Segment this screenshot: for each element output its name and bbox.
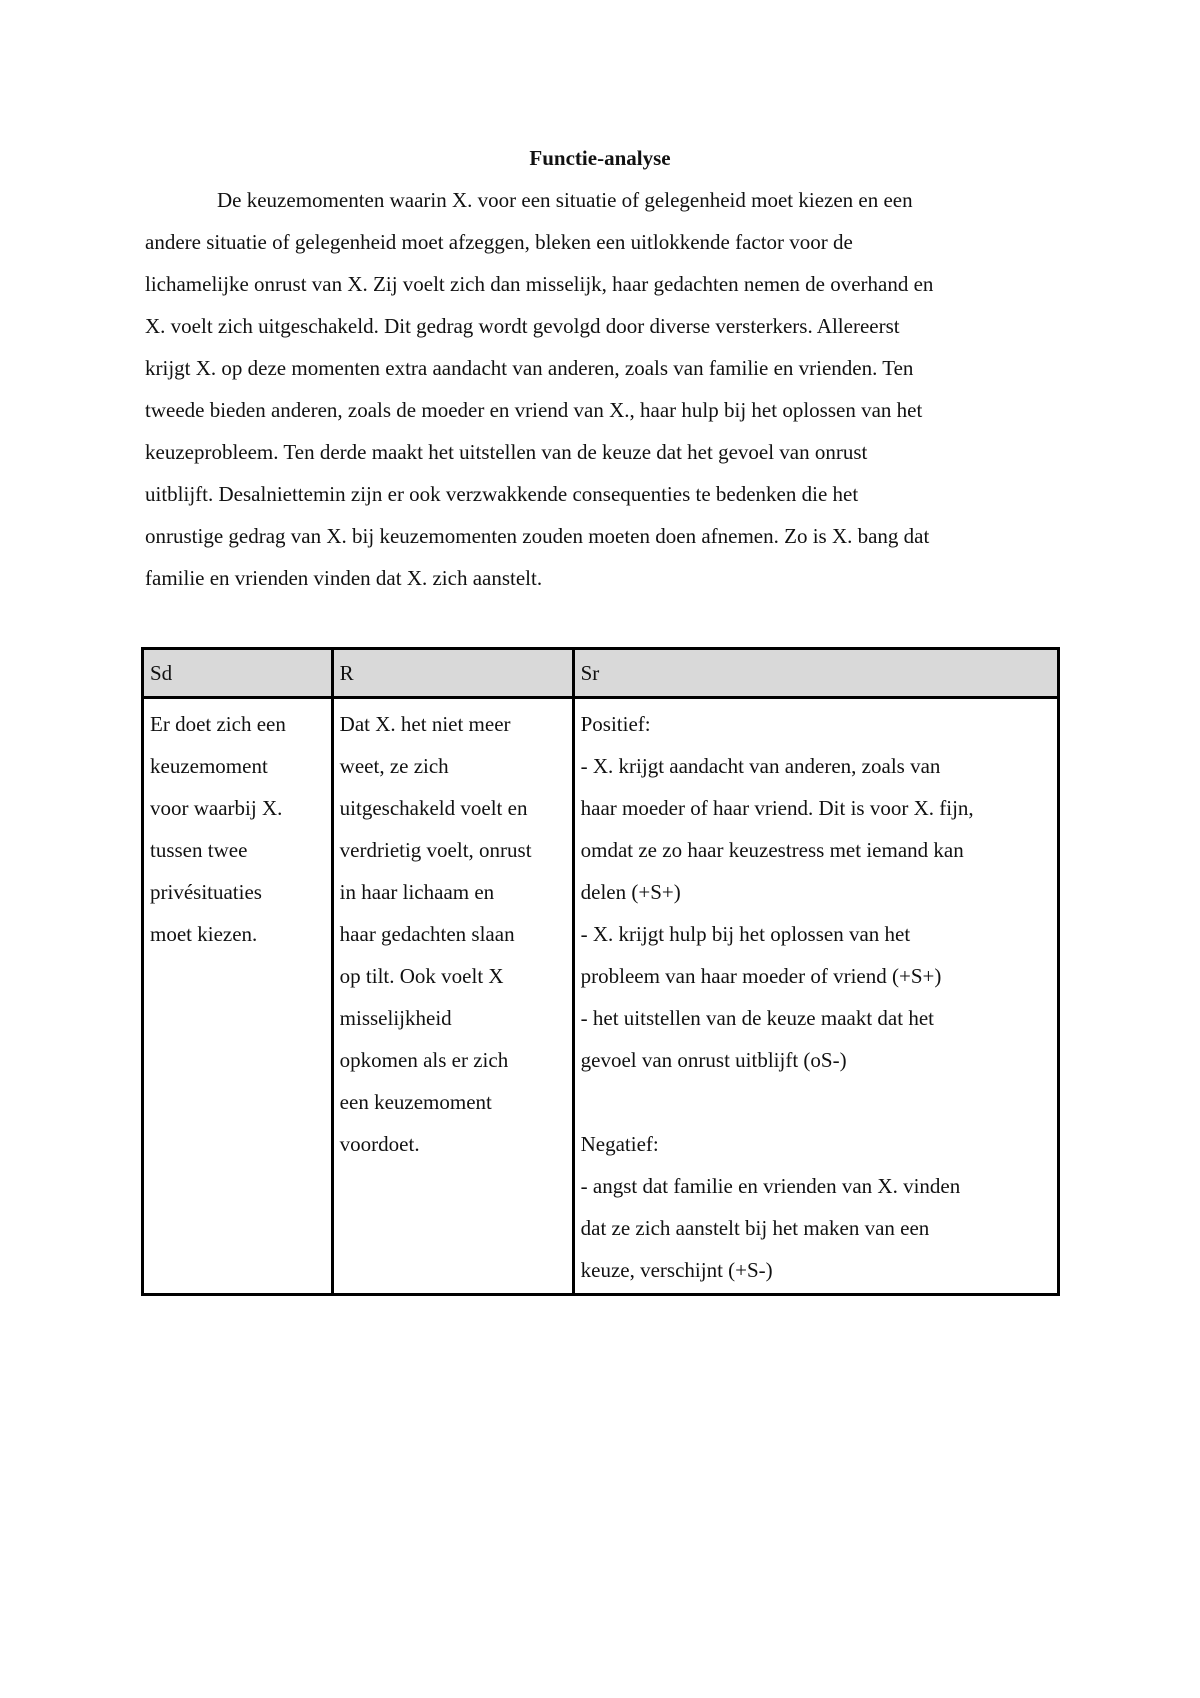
cell-line: tussen twee — [150, 838, 248, 862]
cell-line: dat ze zich aanstelt bij het maken van een — [580, 1216, 930, 1240]
cell-sd — [143, 698, 333, 1295]
paragraph-line: onrustige gedrag van X. bij keuzemomenten zouden moeten doen afnemen. Zo is X. bang dat — [145, 524, 930, 548]
table-header-row — [143, 649, 1059, 698]
cell-line: keuzemoment — [150, 754, 268, 778]
cell-line: haar gedachten slaan — [339, 922, 515, 946]
cell-line: privésituaties — [150, 880, 262, 904]
cell-line: - X. krijgt hulp bij het oplossen van het — [580, 922, 911, 946]
paragraph-line: tweede bieden anderen, zoals de moeder en vriend van X., haar hulp bij het oplossen van het — [145, 398, 923, 422]
cell-line: keuze, verschijnt (+S-) — [580, 1258, 773, 1282]
paragraph-line: krijgt X. op deze momenten extra aandacht van anderen, zoals van familie en vrienden. Ten — [145, 356, 914, 380]
cell-line: voordoet. — [339, 1132, 420, 1156]
cell-line: voor waarbij X. — [150, 796, 283, 820]
paragraph-line: X. voelt zich uitgeschakeld. Dit gedrag wordt gevolgd door diverse versterkers. Allereerst — [145, 314, 900, 338]
table-row — [143, 698, 1059, 1295]
paragraph-line: familie en vrienden vinden dat X. zich aanstelt. — [145, 566, 543, 590]
cell-line: verdrietig voelt, onrust — [339, 838, 532, 862]
paragraph-line: andere situatie of gelegenheid moet afzeggen, bleken een uitlokkende factor voor de — [145, 230, 853, 254]
paragraph-line: De keuzemomenten waarin X. voor een situatie of gelegenheid moet kiezen en een — [217, 188, 913, 212]
cell-line: in haar lichaam en — [339, 880, 495, 904]
document-title: Functie-analyse — [529, 146, 671, 170]
cell-line: gevoel van onrust uitblijft (oS-) — [580, 1048, 847, 1072]
header-r: R — [332, 649, 573, 698]
paragraph-line: lichamelijke onrust van X. Zij voelt zich dan misselijk, haar gedachten nemen de overhand en — [145, 272, 934, 296]
header-sr: Sr — [573, 649, 1058, 698]
cell-line: misselijkheid — [339, 1006, 452, 1030]
cell-line: - X. krijgt aandacht van anderen, zoals van — [580, 754, 941, 778]
cell-line: een keuzemoment — [339, 1090, 492, 1114]
cell-line: omdat ze zo haar keuzestress met iemand kan — [580, 838, 964, 862]
cell-line: haar moeder of haar vriend. Dit is voor X. fijn, — [580, 796, 974, 820]
cell-line: probleem van haar moeder of vriend (+S+) — [580, 964, 942, 988]
cell-line: op tilt. Ook voelt X — [339, 964, 504, 988]
cell-line: moet kiezen. — [150, 922, 258, 946]
cell-line: Dat X. het niet meer — [339, 712, 511, 736]
cell-r — [332, 698, 573, 1295]
cell-line: - het uitstellen van de keuze maakt dat het — [580, 1006, 934, 1030]
cell-line: weet, ze zich — [339, 754, 449, 778]
cell-line: - angst dat familie en vrienden van X. vinden — [580, 1174, 961, 1198]
cell-line: opkomen als er zich — [339, 1048, 509, 1072]
cell-line: delen (+S+) — [580, 880, 681, 904]
function-analysis-table — [141, 647, 1060, 1296]
cell-sr — [573, 698, 1058, 1295]
body-paragraph — [145, 179, 1065, 599]
cell-line: Er doet zich een — [150, 712, 286, 736]
header-sd: Sd — [143, 649, 333, 698]
sr-negative-heading: Negatief: — [580, 1132, 659, 1156]
cell-line: uitgeschakeld voelt en — [339, 796, 528, 820]
paragraph-line: keuzeprobleem. Ten derde maakt het uitstellen van de keuze dat het gevoel van onrust — [145, 440, 868, 464]
paragraph-line: uitblijft. Desalniettemin zijn er ook verzwakkende consequenties te bedenken die het — [145, 482, 859, 506]
blank-line — [581, 1081, 1051, 1123]
sr-positive-heading: Positief: — [580, 712, 651, 736]
